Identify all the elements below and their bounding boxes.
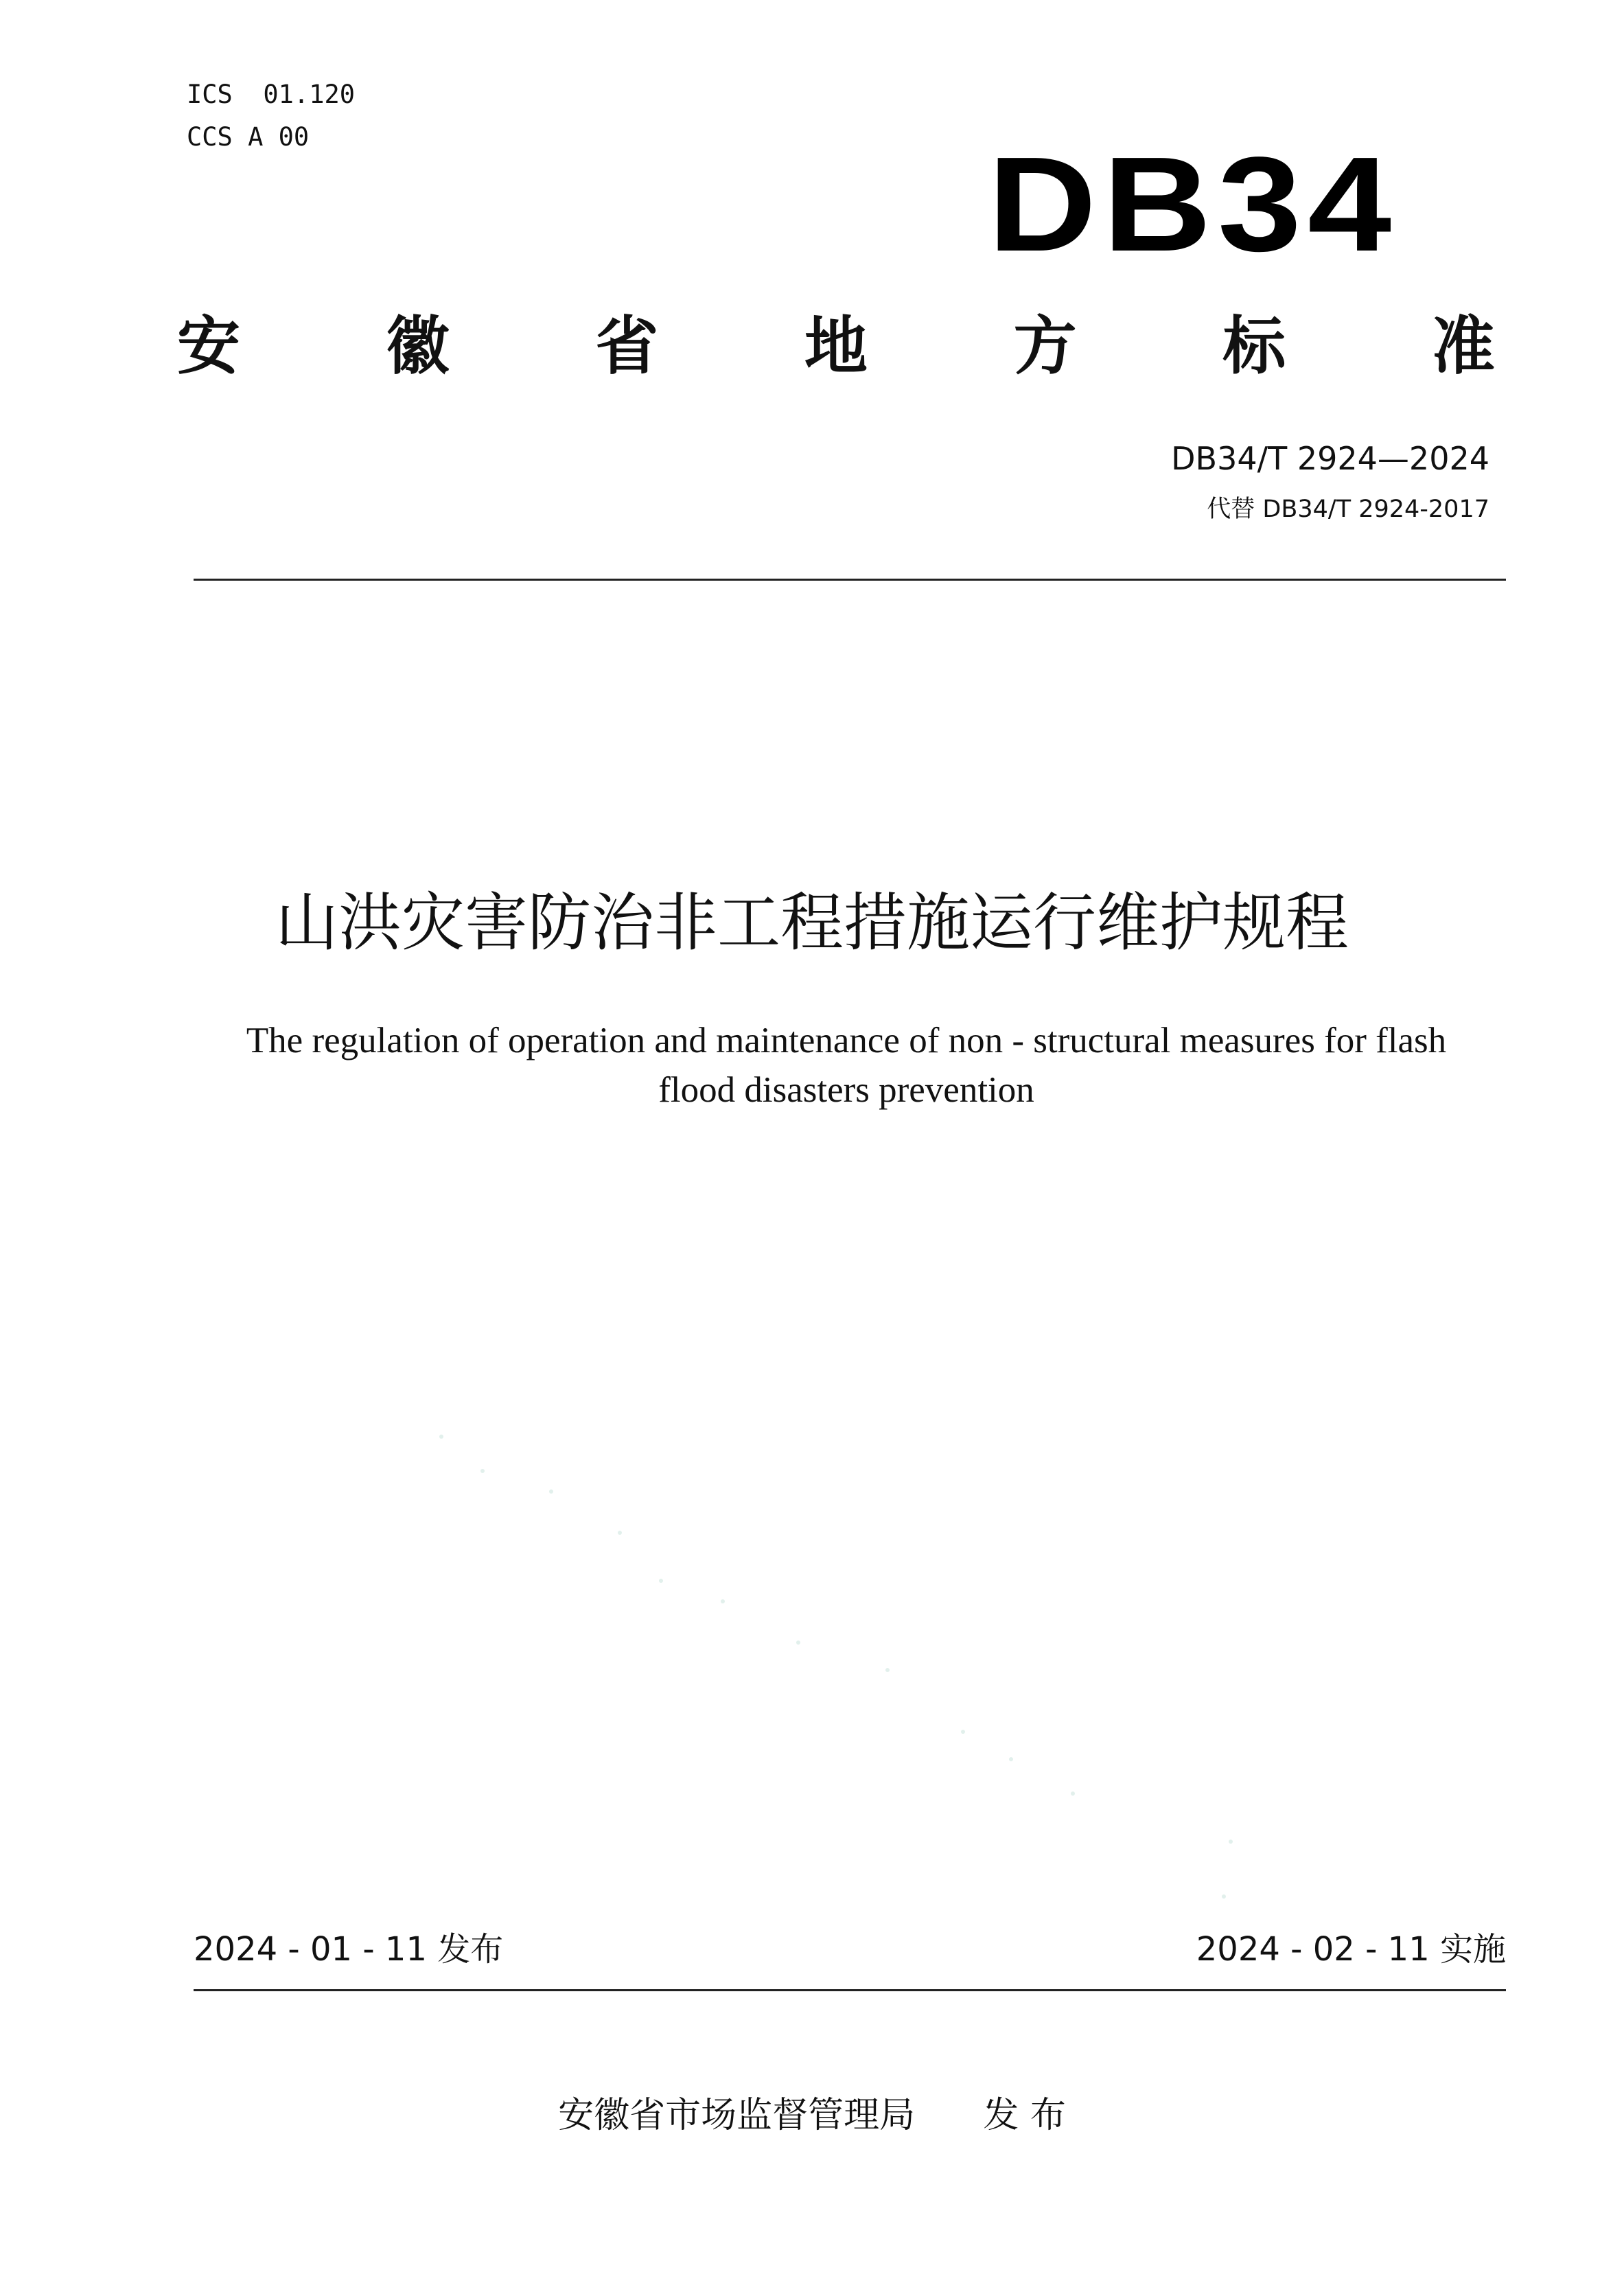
title-english [194,1016,1498,1115]
implementation-date: 2024 - 02 - 11 实施 [1196,1930,1506,1969]
title-english-line-1: The regulation of operation and maintenance of non - structural measures for flash [246,1021,1447,1060]
title-english-line-2: flood disasters prevention [658,1070,1034,1110]
standard-type-char: 地 [804,310,868,383]
standard-type-heading [177,312,1495,381]
ccs-code: CCS A 00 [187,122,310,152]
standard-number: DB34/T 2924—2024 [1171,440,1489,477]
standard-type-char: 方 [1013,310,1077,383]
standard-type-char: 标 [1222,310,1286,383]
standard-type-char: 省 [595,310,659,383]
ics-code: ICS 01.120 [187,80,356,109]
title-chinese: 山洪灾害防治非工程措施运行维护规程 [275,886,1349,960]
standard-type-char: 安 [177,310,241,383]
bottom-divider [194,1989,1506,1991]
replaces-standard: 代替 DB34/T 2924-2017 [1207,496,1489,523]
top-divider [194,579,1506,581]
standard-mark: DB34 [987,129,1397,279]
standard-type-char: 准 [1431,310,1495,383]
issue-date: 2024 - 01 - 11 发布 [194,1930,504,1969]
issuing-authority: 安徽省市场监督管理局 发 布 [558,2095,1066,2136]
standard-type-char: 徽 [386,310,450,383]
